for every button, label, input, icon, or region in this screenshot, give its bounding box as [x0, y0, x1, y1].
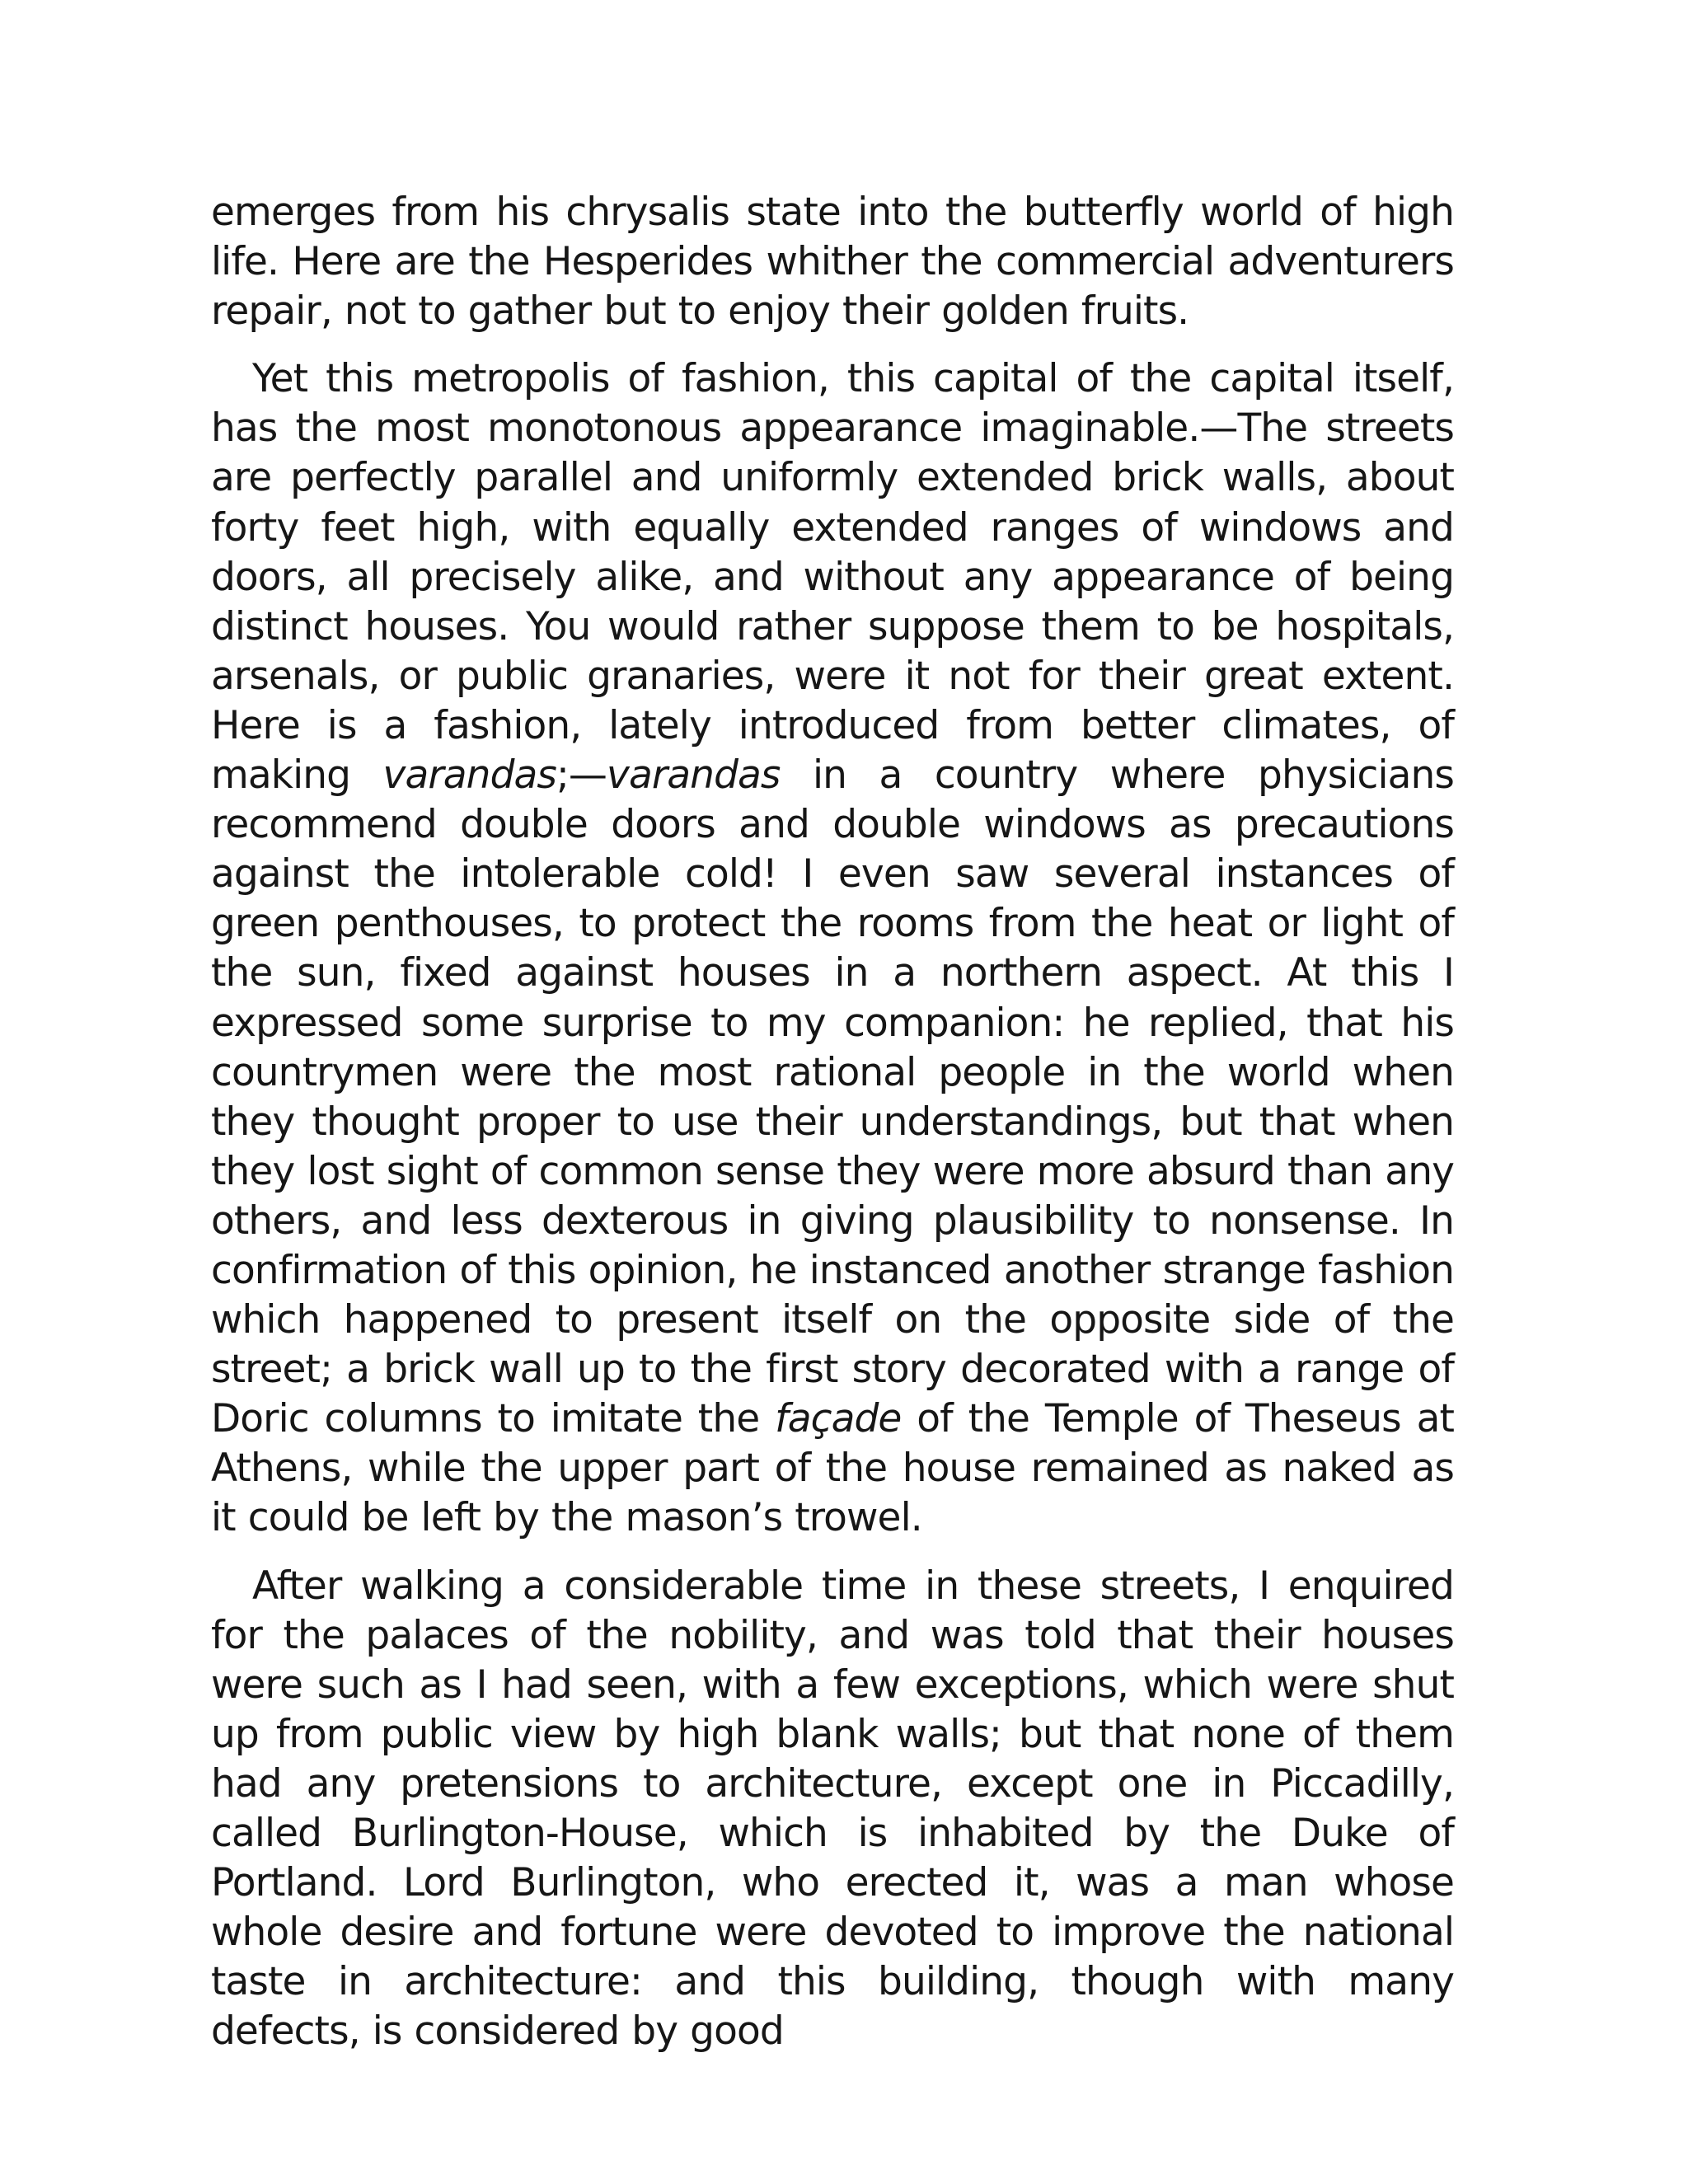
text-run: of the Temple of Theseus at Athens, while the upper part of the house remained as naked as it could be left by the mason’s trowel. — [211, 1396, 1454, 1541]
paragraph-3 — [211, 1562, 1454, 2057]
text-run: Yet this metropolis of fashion, this capital of the capital itself, has the most monotonous appearance imaginable.—The streets are perfectly parallel and uniformly extended brick walls, about forty feet high, with equally extended ranges of windows and doors, all precisely alike, and without any appearance of being distinct houses. You would rather suppose them to be hospitals, arsenals, or public granaries, were it not for their great extent. Here is a fashion, lately introduced from better climates, of making — [211, 356, 1454, 799]
italic-word-varandas: varandas — [607, 752, 781, 799]
paragraph-2 — [211, 354, 1454, 1543]
text-run: After walking a considerable time in these streets, I enquired for the palaces of the nobility, and was told that their houses were such as I had seen, with a few exceptions, which were shut up from public view by high blank walls; but that none of them had any pretensions to architecture, except one in Piccadilly, called Burlington-House, which is inhabited by the Duke of Portland. Lord Burlington, who erected it, was a man whose whole desire and fortune were devoted to improve the national taste in architecture: and this building, though with many defects, is considered by good — [211, 1563, 1454, 2055]
text-run: in a country where physicians recommend double doors and double windows as precautions against the intolerable cold! I even saw several instances of green penthouses, to protect the rooms from the heat or light of the sun, fixed against houses in a northern aspect. At this I expressed some surprise to my companion: he replied, that his countrymen were the most rational people in the world when they thought proper to use their understandings, but that when they lost sight of common sense they were more absurd than any others, and less dexterous in giving plausibility to nonsense. In confirmation of this opinion, he instanced another strange fashion which happened to present itself on the opposite side of the street; a brick wall up to the first story decorated with a range of Doric columns to imitate the — [211, 752, 1454, 1442]
italic-word-varandas: varandas — [382, 752, 556, 799]
text-run: emerges from his chrysalis state into the butterfly world of high life. Here are the Hesperides whither the commercial adventurers repair, not to gather but to enjoy their golden fruits. — [211, 190, 1454, 335]
italic-word-facade: façade — [775, 1396, 902, 1442]
text-run: ;— — [556, 752, 607, 799]
paragraph-1 — [211, 188, 1454, 336]
page-body — [211, 188, 1454, 2056]
